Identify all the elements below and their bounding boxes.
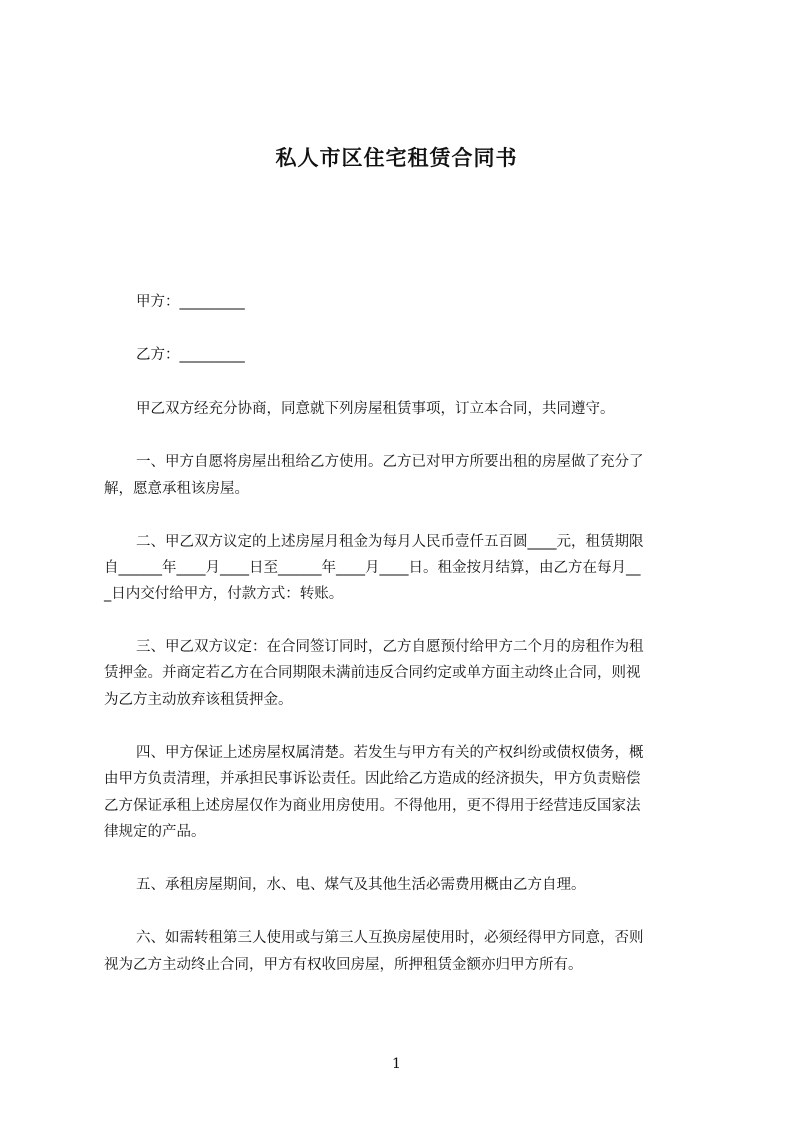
clause-6-line-2: 视为乙方主动终止合同，甲方有权收回房屋，所押租赁金额亦归甲方所有。 — [104, 957, 583, 973]
page-number: 1 — [392, 1056, 401, 1072]
document-title: 私人市区住宅租赁合同书 — [275, 146, 518, 170]
party-a-line: 甲方：_________ — [136, 294, 245, 310]
clause-4-line-3: 乙方保证承租上述房屋仅作为商业用房使用。不得他用，更不得用于经营违反国家法 — [104, 798, 641, 814]
clause-3-line-2: 赁押金。并商定若乙方在合同期限未满前违反合同约定或单方面主动终止合同，则视 — [104, 665, 641, 681]
clause-1-line-2: 解，愿意承租该房屋。 — [104, 481, 249, 497]
clause-2-line-3: _日内交付给甲方，付款方式：转账。 — [104, 586, 344, 602]
clause-3-line-1: 三、甲乙双方议定：在合同签订同时，乙方自愿预付给甲方二个月的房租作为租 — [136, 639, 644, 655]
clause-6-line-1: 六、如需转租第三人使用或与第三人互换房屋使用时，必须经得甲方同意，否则 — [136, 930, 644, 946]
clause-1-line-1: 一、甲方自愿将房屋出租给乙方使用。乙方已对甲方所要出租的房屋做了充分了 — [136, 454, 644, 470]
clause-4-line-1: 四、甲方保证上述房屋权属清楚。若发生与甲方有关的产权纠纷或债权债务，概 — [136, 745, 644, 761]
clause-4-line-4: 律规定的产品。 — [104, 824, 206, 840]
clause-5-line-1: 五、承租房屋期间，水、电、煤气及其他生活必需费用概由乙方自理。 — [136, 877, 586, 893]
intro-paragraph: 甲乙双方经充分协商，同意就下列房屋租赁事项，订立本合同，共同遵守。 — [136, 401, 615, 417]
clause-2-line-1: 二、甲乙双方议定的上述房屋月租金为每月人民币壹仟五百圆____元，租赁期限 — [136, 534, 644, 550]
clause-2-line-2: 自______年____月____日至______年____月____日。租金按月结算，由乙方在每月__ — [104, 560, 641, 576]
clause-4-line-2: 由甲方负责清理，并承担民事诉讼责任。因此给乙方造成的经济损失，甲方负责赔偿 — [104, 771, 641, 787]
clause-3-line-3: 为乙方主动放弃该租赁押金。 — [104, 692, 293, 708]
party-b-line: 乙方：_________ — [136, 347, 245, 363]
